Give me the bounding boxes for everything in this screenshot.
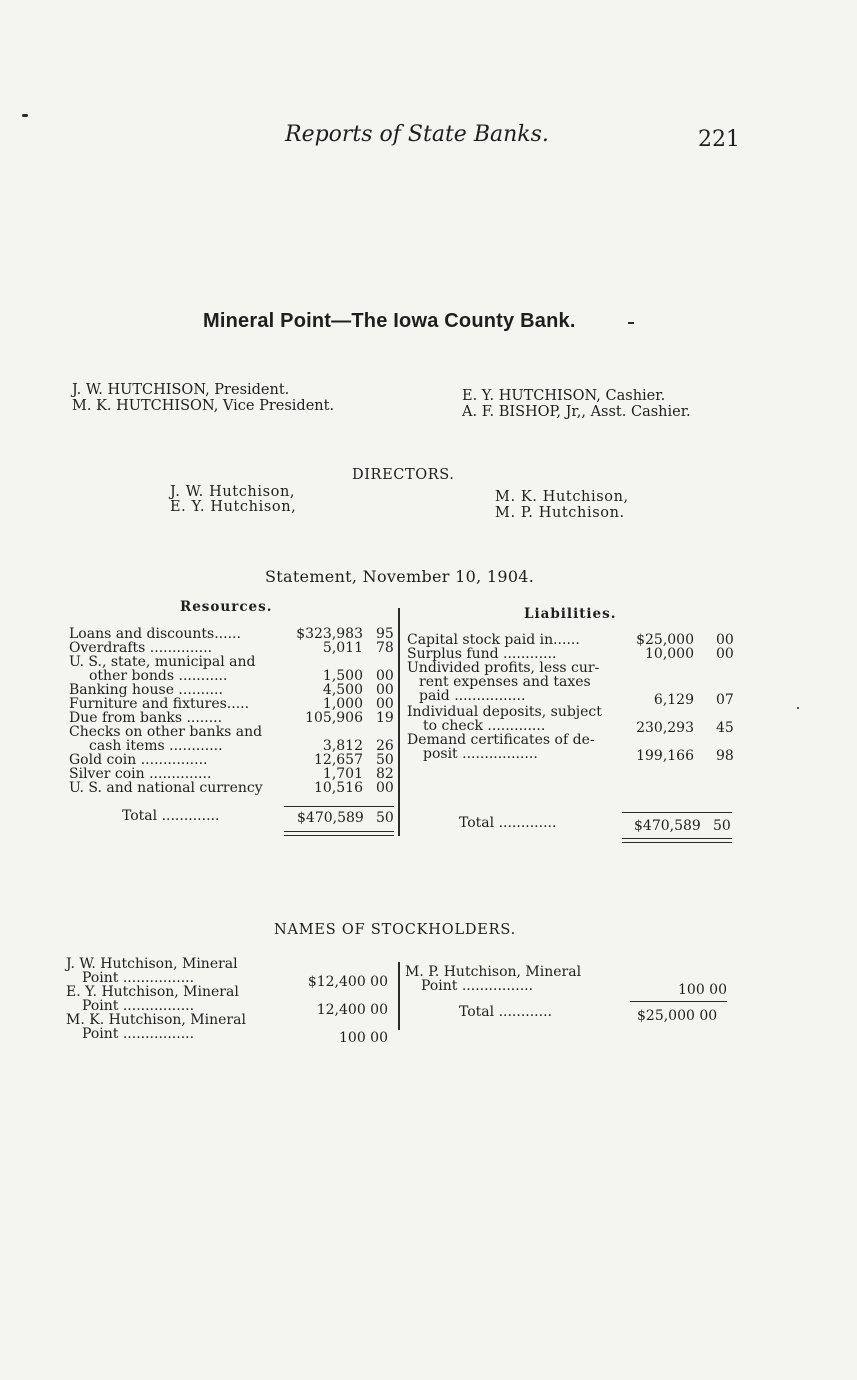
resources-table <box>69 627 399 795</box>
resources-row <box>69 725 399 739</box>
row-cents: 07 <box>716 692 734 708</box>
officer-left-2: M. K. HUTCHISON, Vice President. <box>72 398 335 414</box>
row-amount: 10,516 <box>314 780 363 796</box>
row-cents: 50 <box>376 752 394 768</box>
resources-row <box>69 711 399 725</box>
resources-row <box>69 781 399 795</box>
row-amount: 230,293 <box>636 720 694 736</box>
row-amount: $12,400 00 <box>307 974 388 990</box>
stockholders-right <box>405 964 735 998</box>
row-label: Point ................ <box>421 978 534 994</box>
scan-mark <box>628 322 634 324</box>
row-cents: 00 <box>376 668 394 684</box>
resources-total-rule <box>284 806 394 807</box>
row-label: posit ................. <box>423 746 538 762</box>
resources-row <box>69 683 399 697</box>
row-label: Demand certificates of de- <box>407 732 595 748</box>
row-label: Silver coin .............. <box>69 766 212 782</box>
stockholder-row <box>66 957 396 971</box>
stockholder-row <box>66 985 396 999</box>
row-amount: 1,000 <box>322 696 363 712</box>
liabilities-total-amount: $470,589 <box>634 818 701 834</box>
row-cents: 95 <box>376 626 394 642</box>
resources-row <box>69 739 399 753</box>
row-amount: 199,166 <box>636 748 694 764</box>
row-cents: 00 <box>376 696 394 712</box>
row-cents: 45 <box>716 720 734 736</box>
director-left-2: E. Y. Hutchison, <box>170 499 297 515</box>
row-amount: 12,657 <box>314 752 363 768</box>
resources-row <box>69 669 399 683</box>
resources-row <box>69 753 399 767</box>
row-label: Undivided profits, less cur- <box>407 660 600 676</box>
resources-total-amount: $470,589 <box>297 810 364 826</box>
row-label: other bonds ........... <box>89 668 228 684</box>
resources-double-rule <box>284 831 394 832</box>
row-amount: 1,701 <box>322 766 363 782</box>
row-label: paid ................ <box>419 688 526 704</box>
liabilities-row <box>407 733 737 747</box>
liabilities-total-label: Total ............. <box>459 815 557 831</box>
liabilities-row <box>407 633 737 647</box>
row-cents: 82 <box>376 766 394 782</box>
running-title: Reports of State Banks. <box>285 122 549 147</box>
row-label: Surplus fund ............ <box>407 646 557 662</box>
row-cents: 98 <box>716 748 734 764</box>
row-label: to check ............. <box>423 718 546 734</box>
liabilities-double-rule <box>622 838 732 839</box>
resources-total-label: Total ............. <box>122 808 220 824</box>
row-amount: 105,906 <box>305 710 363 726</box>
liabilities-table <box>407 632 737 764</box>
row-amount: 5,011 <box>322 640 363 656</box>
directors-heading: DIRECTORS. <box>352 467 455 483</box>
row-label: Point ................ <box>82 970 195 986</box>
row-cents: 00 <box>716 632 734 648</box>
liabilities-row <box>407 675 737 689</box>
stockholders-total-label: Total ............ <box>459 1004 552 1020</box>
stockholder-row <box>66 1013 396 1027</box>
statement-title: Statement, November 10, 1904. <box>265 567 535 586</box>
row-label: M. P. Hutchison, Mineral <box>405 964 582 980</box>
liabilities-row <box>407 661 737 675</box>
resources-total-cents: 50 <box>376 810 394 826</box>
row-label: Loans and discounts...... <box>69 626 241 642</box>
row-label: U. S. and national currency <box>69 780 263 796</box>
row-cents: 00 <box>376 780 394 796</box>
stockholders-heading: NAMES OF STOCKHOLDERS. <box>274 922 517 938</box>
resources-double-rule <box>284 835 394 836</box>
row-cents: 26 <box>376 738 394 754</box>
row-label: rent expenses and taxes <box>419 674 591 690</box>
resources-row <box>69 627 399 641</box>
row-label: E. Y. Hutchison, Mineral <box>66 984 239 1000</box>
row-label: cash items ............ <box>89 738 223 754</box>
director-right-1: M. K. Hutchison, <box>495 489 629 505</box>
row-cents: 78 <box>376 640 394 656</box>
row-cents: 19 <box>376 710 394 726</box>
stockholders-left <box>66 956 396 1046</box>
row-label: Capital stock paid in...... <box>407 632 580 648</box>
stockholder-row <box>66 998 396 1018</box>
row-amount: $25,000 <box>636 632 694 648</box>
officer-right-2: A. F. BISHOP, Jr,, Asst. Cashier. <box>462 404 691 420</box>
stockholders-total-rule <box>630 1001 727 1002</box>
stockholders-divider <box>398 962 400 1030</box>
stockholders-total-amount: $25,000 00 <box>637 1008 718 1024</box>
liabilities-row <box>407 688 737 708</box>
resources-heading: Resources. <box>180 599 273 615</box>
resources-row <box>69 641 399 655</box>
director-left-1: J. W. Hutchison, <box>170 484 296 500</box>
row-cents: 00 <box>376 682 394 698</box>
row-amount: 12,400 00 <box>316 1002 388 1018</box>
stockholder-row <box>66 1026 396 1046</box>
stockholder-row <box>405 965 735 979</box>
row-amount: $323,983 <box>296 626 363 642</box>
stockholder-row <box>405 978 735 998</box>
liabilities-row <box>407 647 737 661</box>
row-label: Point ................ <box>82 998 195 1014</box>
page-number: 221 <box>698 127 740 152</box>
officer-right-1: E. Y. HUTCHISON, Cashier. <box>462 388 666 404</box>
scan-mark <box>22 114 28 117</box>
resources-row <box>69 697 399 711</box>
stockholder-row <box>66 970 396 990</box>
liabilities-row <box>407 718 737 736</box>
scan-mark <box>797 707 799 709</box>
row-amount: 10,000 <box>645 646 694 662</box>
row-label: Checks on other banks and <box>69 724 263 740</box>
row-label: Gold coin ............... <box>69 752 208 768</box>
bank-title: Mineral Point—The Iowa County Bank. <box>203 310 576 332</box>
row-label: J. W. Hutchison, Mineral <box>66 956 238 972</box>
liabilities-heading: Liabilities. <box>524 606 617 622</box>
row-label: Due from banks ........ <box>69 710 223 726</box>
row-amount: 1,500 <box>322 668 363 684</box>
row-cents: 00 <box>716 646 734 662</box>
row-amount: 100 00 <box>339 1030 388 1046</box>
row-label: U. S., state, municipal and <box>69 654 256 670</box>
row-label: Individual deposits, subject <box>407 704 602 720</box>
officer-left-1: J. W. HUTCHISON, President. <box>72 382 290 398</box>
row-label: M. K. Hutchison, Mineral <box>66 1012 246 1028</box>
liabilities-row <box>407 705 737 719</box>
row-label: Point ................ <box>82 1026 195 1042</box>
liabilities-total-rule <box>622 812 732 813</box>
row-amount: 4,500 <box>322 682 363 698</box>
row-label: Banking house .......... <box>69 682 223 698</box>
row-label: Overdrafts .............. <box>69 640 213 656</box>
row-amount: 6,129 <box>653 692 694 708</box>
row-amount: 100 00 <box>678 982 727 998</box>
liabilities-total-cents: 50 <box>713 818 731 834</box>
resources-row <box>69 767 399 781</box>
row-amount: 3,812 <box>322 738 363 754</box>
row-label: Furniture and fixtures..... <box>69 696 250 712</box>
director-right-2: M. P. Hutchison. <box>495 505 625 521</box>
liabilities-double-rule <box>622 842 732 843</box>
resources-row <box>69 655 399 669</box>
liabilities-row <box>407 746 737 764</box>
